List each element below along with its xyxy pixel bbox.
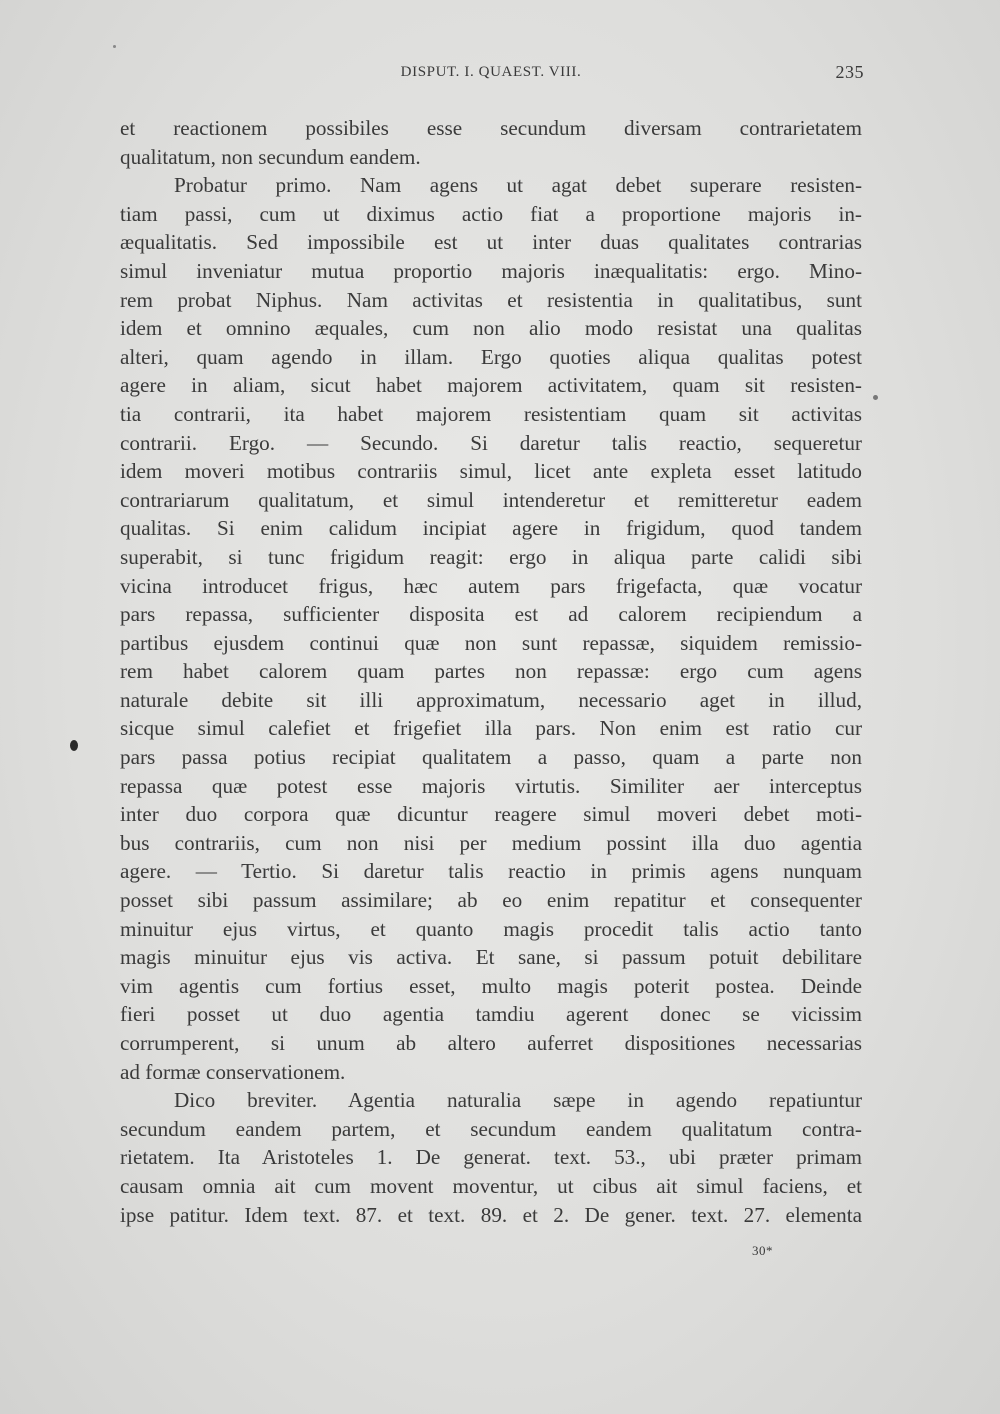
text-line: qualitatum, non secundum eandem. [120,144,421,169]
text-line: idem et omnino æquales, cum non alio modo resistat una qualitas [120,316,862,341]
text-line: Dico breviter. Agentia naturalia sæpe in agendo repatiuntur [174,1088,862,1113]
text-line: bus contrariis, cum non nisi per medium possint illa duo agentia [120,830,862,855]
text-line: rem probat Niphus. Nam activitas et resistentia in qualitatibus, sunt [120,287,862,312]
text-line: repassa quæ potest esse majoris virtutis. Similiter aer interceptus [120,773,862,798]
text-line: magis minuitur ejus vis activa. Et sane, si passum potuit debilitare [120,945,862,970]
ink-speck [70,740,78,751]
text-line: partibus ejusdem continui quæ non sunt repassæ, siquidem remissio- [120,630,862,655]
text-line: contrariarum qualitatum, et simul intenderetur et remitteretur eadem [120,487,862,512]
text-line: naturale debite sit illi approximatum, necessario aget in illud, [120,687,862,712]
text-line: ad formæ conservationem. [120,1059,346,1084]
text-line: Probatur primo. Nam agens ut agat debet superare resisten- [174,173,862,198]
text-line: contrarii. Ergo. — Secundo. Si daretur talis reactio, sequeretur [120,430,862,455]
text-line: agere. — Tertio. Si daretur talis reactio in primis agens nunquam [120,859,862,884]
text-line: pars repassa, sufficienter disposita est ad calorem recipiendum a [120,602,862,627]
header-title: DISPUT. I. QUAEST. VIII. [400,64,582,80]
text-line: rem habet calorem quam partes non repassæ: ergo cum agens [120,659,862,684]
text-line: alteri, quam agendo in illam. Ergo quoties aliqua qualitas potest [120,344,862,369]
text-line: vicina introducet frigus, hæc autem pars frigefacta, quæ vocatur [120,573,862,598]
page-number: 235 [835,62,864,82]
text-line: pars passa potius recipiat qualitatem a passo, quam a parte non [120,745,862,770]
text-line: tiam passi, cum ut diximus actio fiat a proportione majoris in- [120,201,862,226]
text-line: simul inveniatur mutua proportio majoris inæqualitatis: ergo. Mino- [120,258,862,283]
text-line: sicque simul calefiet et frigefiet illa pars. Non enim est ratio cur [120,716,862,741]
running-head [120,62,862,86]
ink-speck [113,45,116,48]
ink-speck [873,395,878,400]
text-line: fieri posset ut duo agentia tamdiu agerent donec se vicissim [120,1002,862,1027]
text-line: causam omnia ait cum movent moventur, ut cibus ait simul faciens, et [120,1173,862,1198]
text-line: et reactionem possibiles esse secundum diversam contrarietatem [120,116,862,140]
text-line: posset sibi passum assimilare; ab eo enim repatitur et consequenter [120,888,862,913]
text-line: secundum eandem partem, et secundum eandem qualitatum contra- [120,1116,862,1141]
text-line: agere in aliam, sicut habet majorem activitatem, quam sit resisten- [120,373,862,398]
body-text [120,114,862,1229]
signature-mark: 30* [752,1243,773,1258]
text-line: rietatem. Ita Aristoteles 1. De generat. text. 53., ubi præter primam [120,1145,862,1170]
text-line: minuitur ejus virtus, et quanto magis procedit talis actio tanto [120,916,862,941]
text-line: corrumperent, si unum ab altero auferret dispositiones necessarias [120,1031,862,1055]
text-line: idem moveri motibus contrariis simul, licet ante expleta esset latitudo [120,459,862,484]
text-line: ipse patitur. Idem text. 87. et text. 89. et 2. De gener. text. 27. elementa [120,1202,862,1227]
text-line: inter duo corpora quæ dicuntur reagere simul moveri debet moti- [120,802,862,827]
text-line: qualitas. Si enim calidum incipiat agere in frigidum, quod tandem [120,516,862,541]
text-line: æqualitatis. Sed impossibile est ut inter duas qualitates contrarias [120,230,862,255]
text-line: superabit, si tunc frigidum reagit: ergo in aliqua parte calidi sibi [120,544,862,569]
text-line: vim agentis cum fortius esset, multo magis poterit postea. Deinde [120,973,862,998]
text-line: tia contrarii, ita habet majorem resistentiam quam sit activitas [120,401,862,426]
